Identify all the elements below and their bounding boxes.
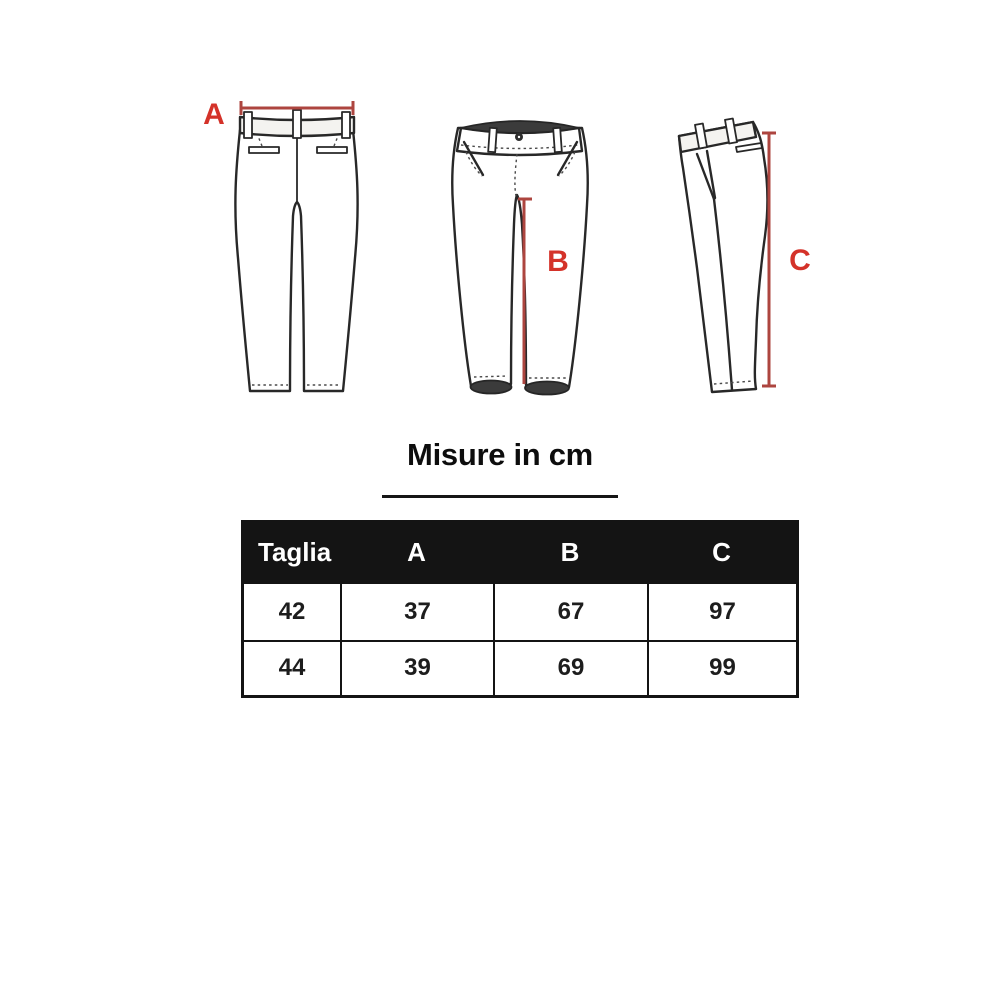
pants-back-view bbox=[203, 98, 357, 391]
front-hem-left bbox=[471, 381, 512, 394]
front-hem-right bbox=[525, 382, 569, 395]
table-cell-42-a: 37 bbox=[340, 582, 493, 640]
table-header-b: B bbox=[493, 523, 647, 582]
measure-label-c: C bbox=[789, 244, 811, 277]
table-header-c: C bbox=[647, 523, 796, 582]
front-waistband-inner bbox=[461, 121, 579, 133]
table-cell-size-42: 42 bbox=[244, 582, 340, 640]
back-belt-loop-center bbox=[293, 110, 301, 138]
pants-side-view bbox=[679, 118, 811, 392]
back-pocket-right bbox=[317, 147, 347, 153]
table-cell-44-a: 39 bbox=[340, 640, 493, 695]
table-header-taglia: Taglia bbox=[244, 523, 340, 582]
table-cell-44-b: 69 bbox=[493, 640, 647, 695]
table-cell-44-c: 99 bbox=[647, 640, 796, 695]
measure-label-b: B bbox=[547, 245, 569, 278]
back-belt-loop-left bbox=[244, 112, 252, 138]
side-leg-outline bbox=[679, 122, 768, 392]
front-belt-loop-left bbox=[488, 128, 497, 152]
title-underline bbox=[382, 495, 618, 498]
back-belt-loop-right bbox=[342, 112, 350, 138]
table-header-a: A bbox=[340, 523, 493, 582]
front-button-hole bbox=[518, 136, 520, 138]
pants-front-view bbox=[452, 121, 588, 395]
table-cell-size-44: 44 bbox=[244, 640, 340, 695]
size-table bbox=[241, 520, 799, 698]
front-belt-loop-right bbox=[553, 128, 562, 152]
page-title: Misure in cm bbox=[407, 437, 593, 472]
measure-label-a: A bbox=[203, 98, 225, 131]
table-cell-42-b: 67 bbox=[493, 582, 647, 640]
table-cell-42-c: 97 bbox=[647, 582, 796, 640]
back-pocket-left bbox=[249, 147, 279, 153]
